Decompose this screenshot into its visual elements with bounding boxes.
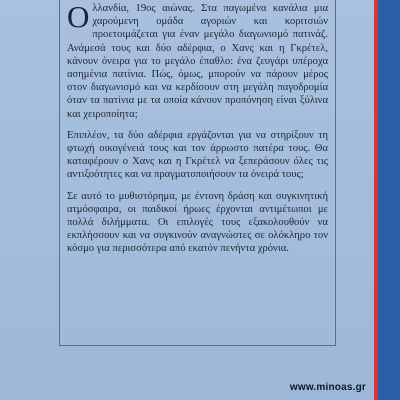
- publisher-website: www.minoas.gr: [289, 382, 366, 393]
- synopsis-paragraph-2: Επιπλέον, τα δύο αδέρφια εργάζονται για να στηρίξουν τη φτωχή οικογένειά τους και τον άρρωστο πατέρα τους. Θα καταφέρουν ο Χανς και η Γκρέτελ να ξεπεράσουν όλες τις αντιξοότητες και να πραγματοποιήσουν τα όνειρά τους;: [67, 129, 328, 181]
- synopsis-paragraph-1-text: λλανδία, 19ος αιώνας. Στα παγωμένα κανάλια μια χαρούμενη ομάδα αγοριών και κοριτσιών προετοιμάζεται για έναν μεγάλο διαγωνισμό πατινάζ. Ανάμεσά τους και δύο αδέρφια, ο Χανς και η Γκρέτελ, κάνουν όνειρα για το μεγάλο έπαθλο: ένα ζευγάρι υπέροχα ασημένια πατίνια. Πώς, όμως, μπορούν να πάρουν μέρος στον διαγωνισμό και να κερδίσουν στη μεγάλη παγοδρομία όταν τα πατίνια με τα οποία κάνουν προπόνηση είναι ξύλινα και χειροποίητα;: [67, 3, 328, 120]
- synopsis-paragraph-3: Σε αυτό το μυθιστόρημα, με έντονη δράση και συγκινητική ατμόσφαιρα, οι παιδικοί ήρωες έρχονται αντιμέτωποι με πολλά διλήμματα. Οι επιλογές τους εξακολουθούν να εκπλήσσουν και να συγκινούν αναγνώστες σε ολόκληρο τον κόσμο για περισσότερα από εκατόν πενήντα χρόνια.: [67, 190, 328, 255]
- synopsis-paragraph-1: [67, 2, 328, 121]
- drop-cap: Ο: [67, 0, 90, 34]
- synopsis-box: [59, 0, 336, 346]
- blue-spine-stripe: [378, 0, 400, 400]
